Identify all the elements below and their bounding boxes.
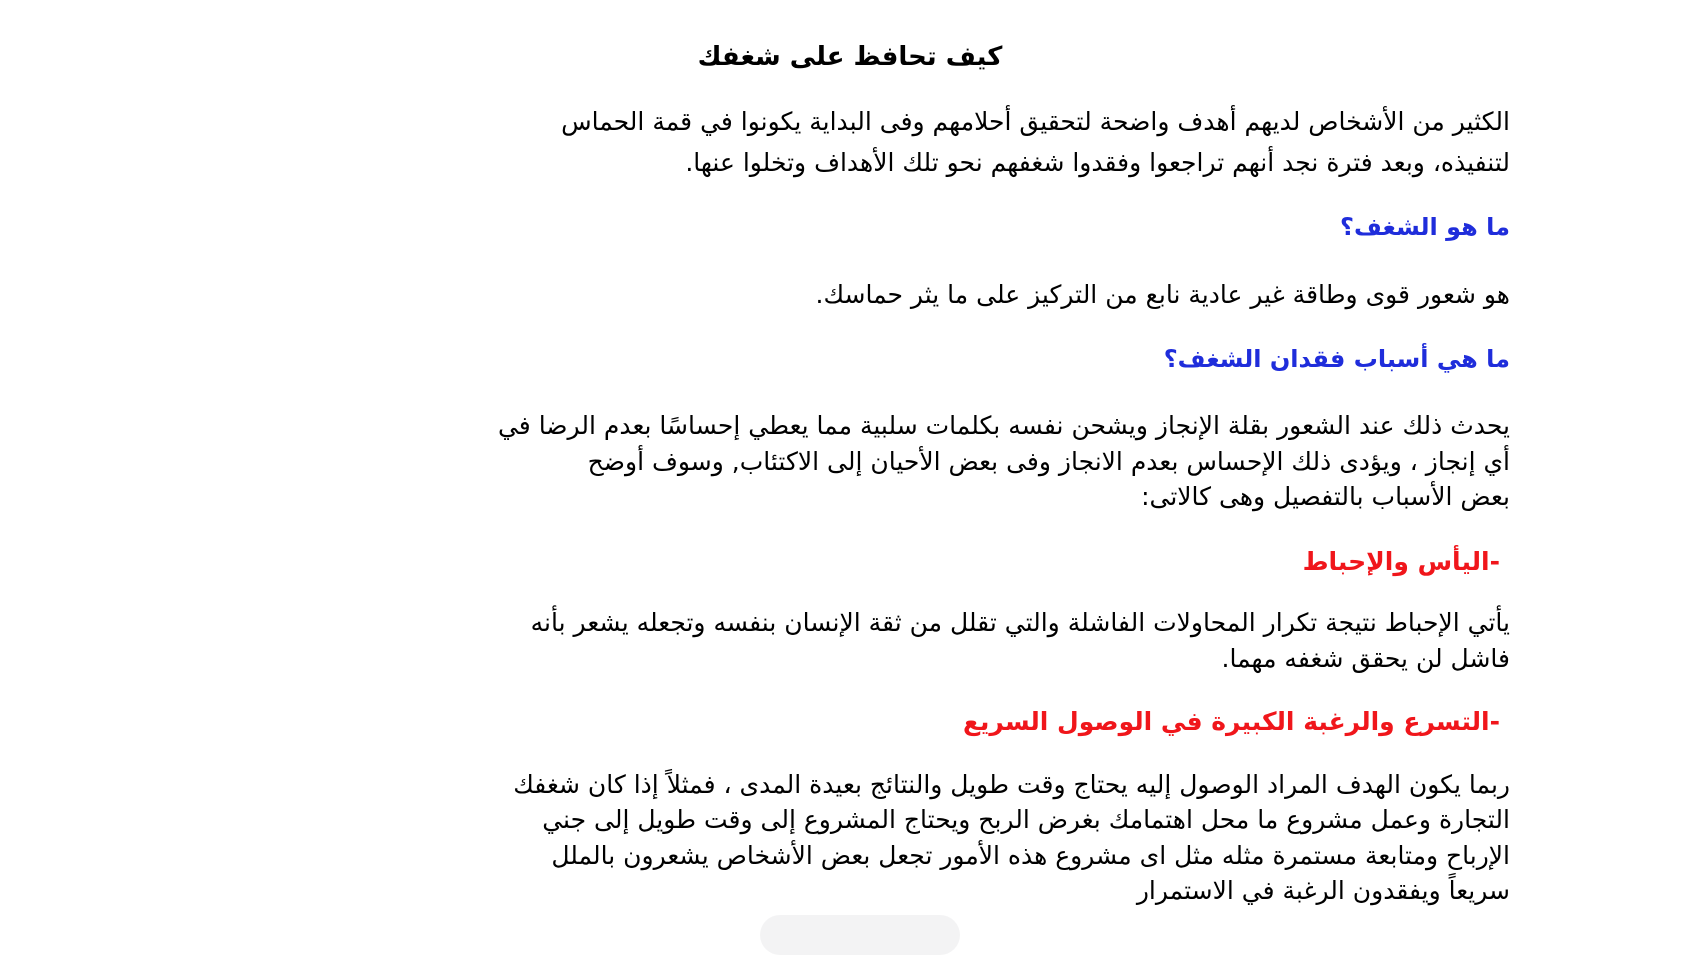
- despair-line-1: يأتي الإحباط نتيجة تكرار المحاولات الفاشلة والتي تقلل من ثقة الإنسان بنفسه وتجعله يشعر بأنه: [530, 608, 1510, 637]
- haste-line-2: التجارة وعمل مشروع ما محل اهتمامك بغرض الربح ويحتاج المشروع إلى وقت طويل إلى جني: [542, 805, 1510, 834]
- causes-line-3: بعض الأسباب بالتفصيل وهى كالاتى:: [1141, 482, 1510, 511]
- intro-line-1: الكثير من الأشخاص لديهم أهدف واضحة لتحقيق أحلامهم وفى البداية يكونوا في قمة الحماس: [561, 107, 1510, 136]
- reason-heading-haste: -التسرع والرغبة الكبيرة في الوصول السريع: [962, 707, 1500, 736]
- causes-line-1: يحدث ذلك عند الشعور بقلة الإنجاز ويشحن نفسه بكلمات سلبية مما يعطي إحساسًا بعدم الرضا في: [497, 411, 1510, 440]
- page-title: كيف تحافظ على شغفك: [697, 42, 1003, 72]
- despair-line-2: فاشل لن يحقق شغفه مهما.: [1221, 644, 1510, 673]
- intro-line-2: لتنفيذه، وبعد فترة نجد أنهم تراجعوا وفقدوا شغفهم نحو تلك الأهداف وتخلوا عنها.: [685, 148, 1510, 177]
- question-heading-what-is-passion: ما هو الشغف؟: [1340, 213, 1510, 241]
- watermark-logo: [760, 915, 960, 955]
- haste-line-3: الإرباح ومتابعة مستمرة مثله مثل اى مشروع هذه الأمور تجعل بعض الأشخاص يشعرون بالملل: [551, 841, 1510, 870]
- causes-line-2: أي إنجاز ، ويؤدى ذلك الإحساس بعدم الانجاز وفى بعض الأحيان إلى الاكتئاب, وسوف أوضح: [587, 447, 1510, 476]
- answer-what-is-passion: هو شعور قوى وطاقة غير عادية نابع من التركيز على ما يثر حماسك.: [815, 280, 1510, 309]
- haste-line-1: ربما يكون الهدف المراد الوصول إليه يحتاج وقت طويل والنتائج بعيدة المدى ، فمثلاً إذا كان شغفك: [513, 770, 1510, 799]
- haste-line-4: سريعاً ويفقدون الرغبة في الاستمرار: [1136, 876, 1510, 905]
- question-heading-causes: ما هي أسباب فقدان الشغف؟: [1163, 345, 1510, 373]
- reason-heading-despair: -اليأس والإحباط: [1302, 547, 1500, 576]
